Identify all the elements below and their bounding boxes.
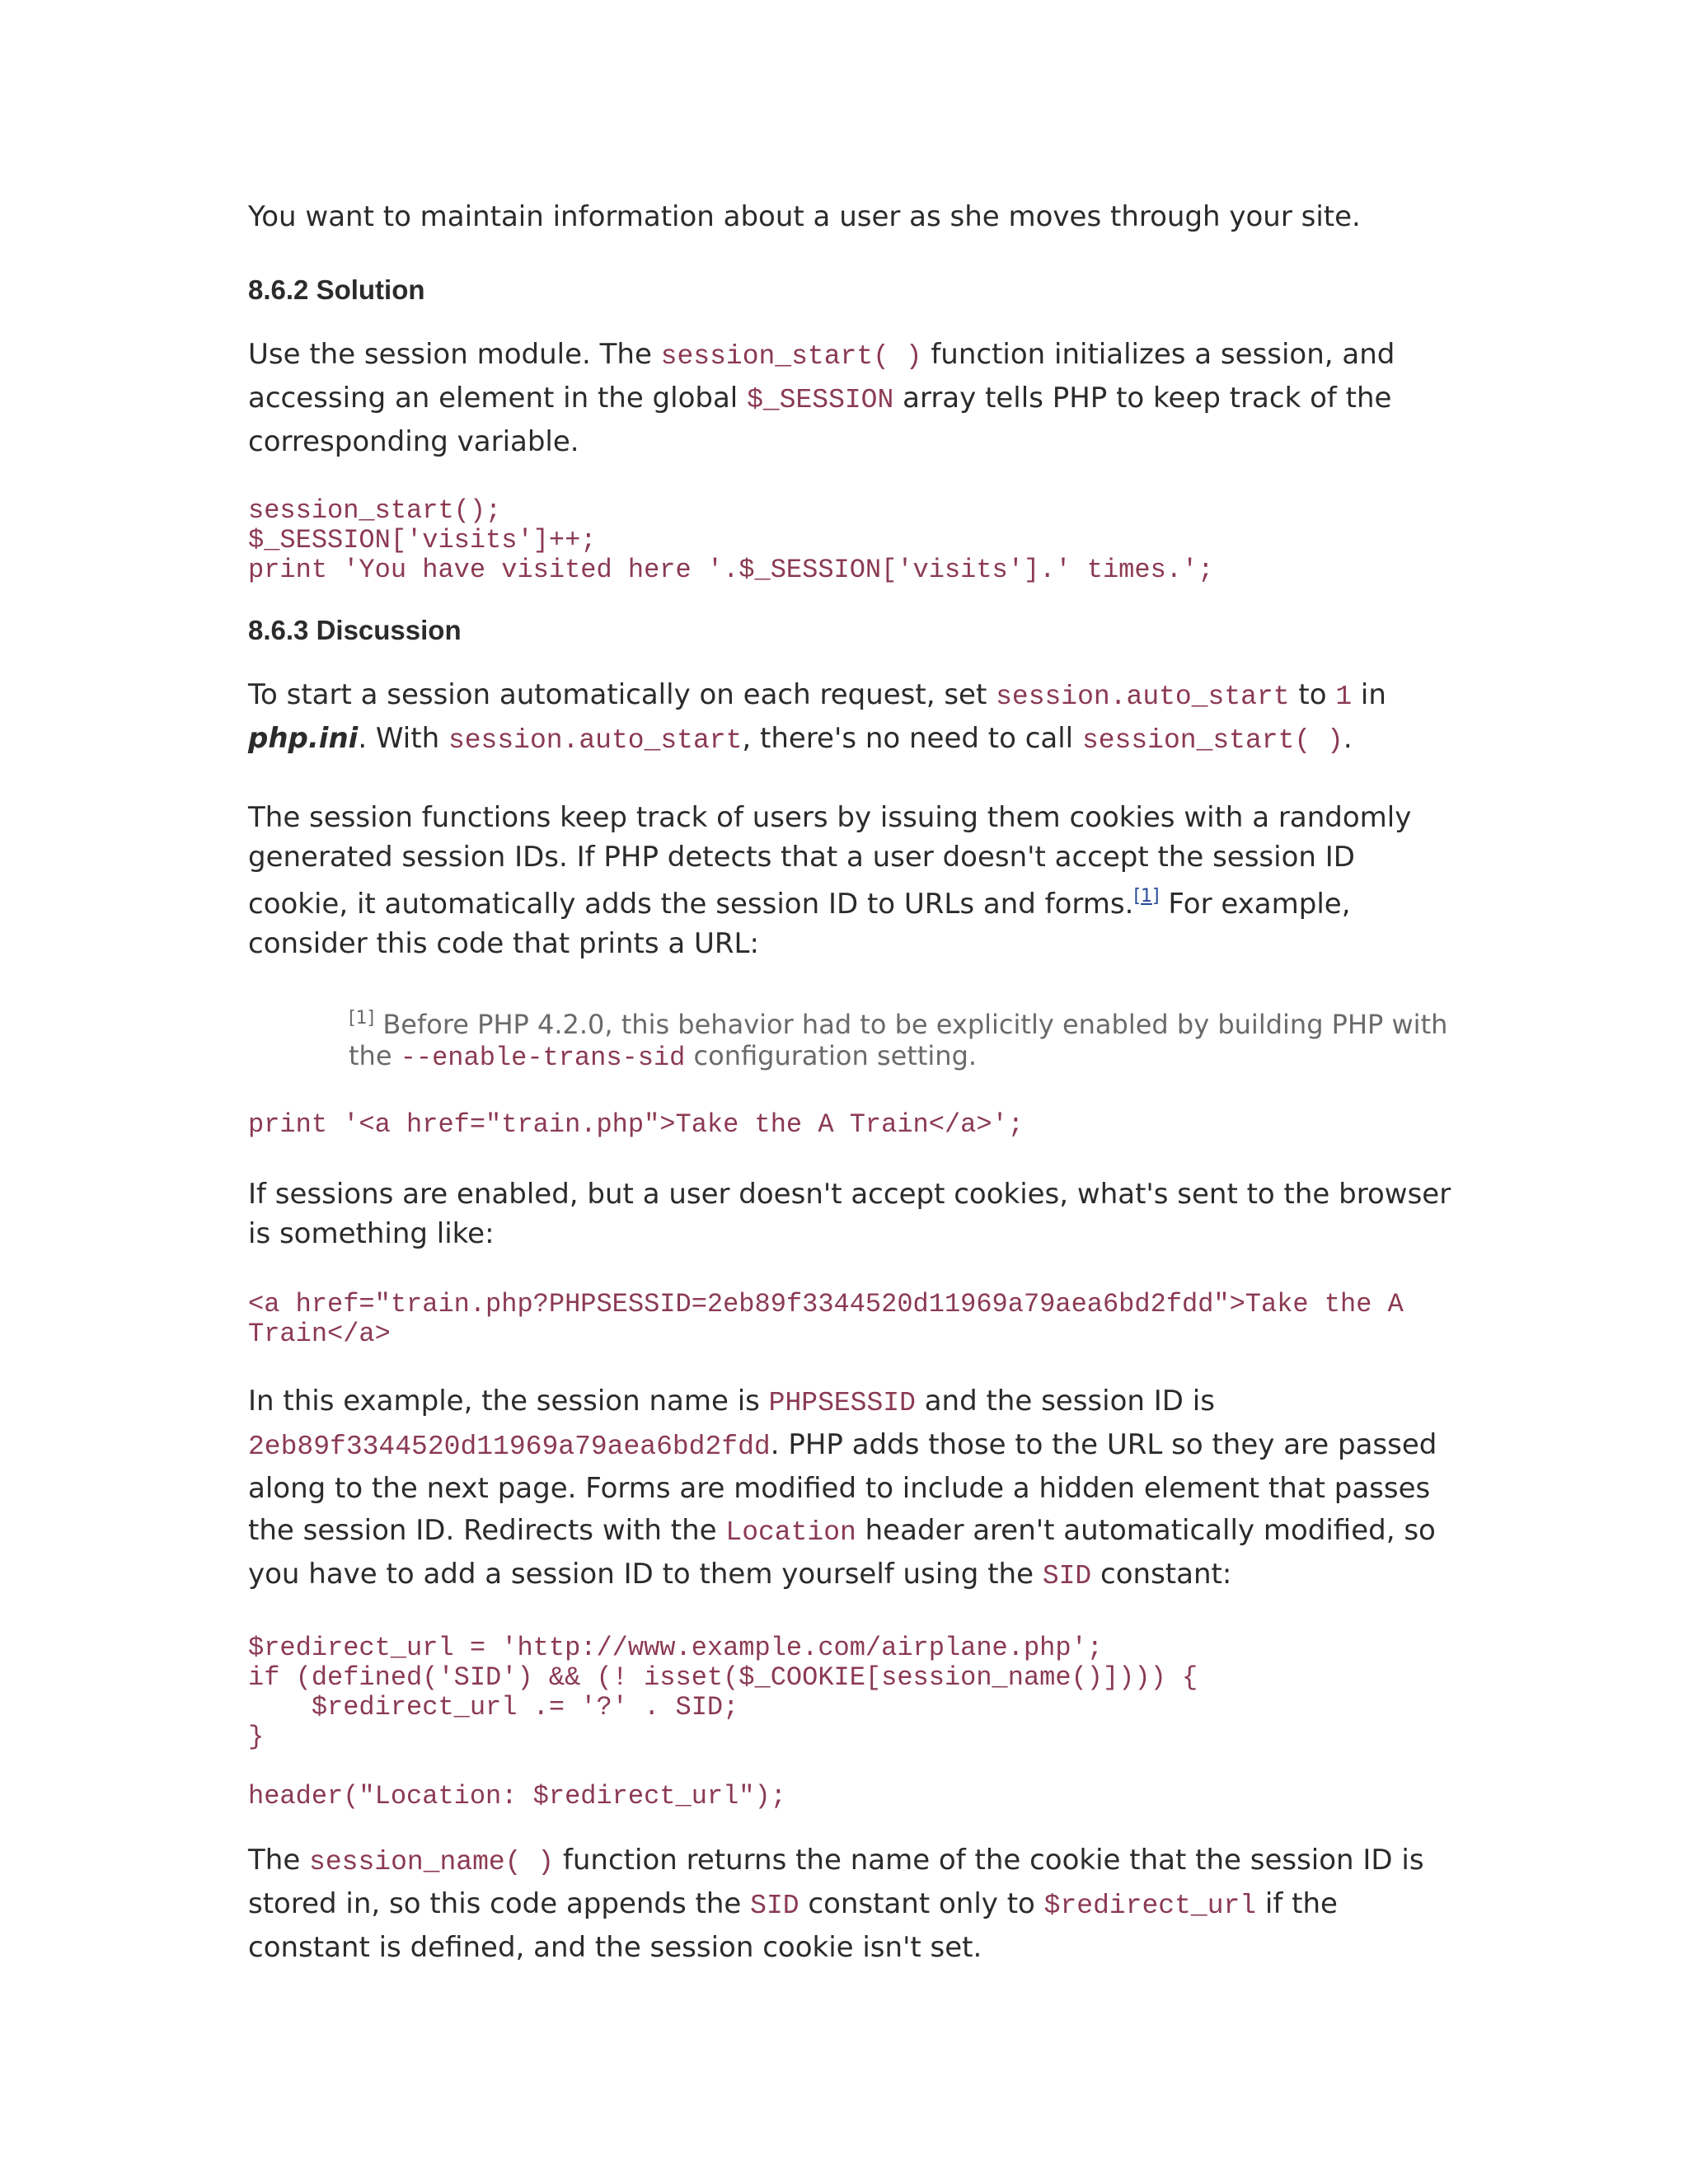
code-block-redirect: $redirect_url = 'http://www.example.com/airplane.php'; if (defined('SID') && (! isset($_COOKIE[session_name()]))) { $redirect_url .= '?' . SID; }	[248, 1633, 1198, 1752]
discussion-paragraph-5: The session_name( ) function returns the name of the cookie that the session ID is stored in, so this code appends the SID constant only to $redirect_url if the constant is defined, and the session cookie isn't set.	[248, 1844, 1424, 1964]
footnote-link[interactable]: [1]	[1133, 886, 1160, 907]
inline-code: session.auto_start	[996, 682, 1290, 712]
inline-code: SID	[1042, 1561, 1092, 1591]
inline-code: $_SESSION	[747, 385, 894, 415]
inline-code: Location	[725, 1517, 856, 1548]
inline-code: 2eb89f3344520d11969a79aea6bd2fdd	[248, 1432, 771, 1462]
code-block-session-start: session_start(); $_SESSION['visits']++; print 'You have visited here '.$_SESSION['visits'].' times.';	[248, 495, 1214, 585]
filename: php.ini	[248, 722, 359, 755]
inline-code: session.auto_start	[448, 725, 743, 756]
discussion-paragraph-2: The session functions keep track of users by issuing them cookies with a randomly generated session IDs. If PHP detects that a user doesn't accept the session ID cookie, it automatically adds the session ID to URLs and forms.[1] For example, consider this code that prints a URL:	[248, 801, 1412, 960]
inline-code: SID	[750, 1891, 799, 1921]
inline-code: PHPSESSID	[768, 1388, 916, 1418]
discussion-paragraph-1: To start a session automatically on each request, set session.auto_start to 1 in php.ini. With session.auto_start, there's no need to call session_start( ).	[248, 678, 1386, 756]
code-block-print-link: print '<a href="train.php">Take the A Train</a>';	[248, 1109, 1024, 1140]
inline-code: $redirect_url	[1043, 1891, 1257, 1921]
solution-heading: 8.6.2 Solution	[248, 274, 425, 305]
code-block-header: header("Location: $redirect_url");	[248, 1781, 786, 1811]
problem-paragraph: You want to maintain information about a user as she moves through your site.	[248, 200, 1361, 233]
inline-code: session_start( )	[1081, 725, 1343, 756]
solution-paragraph: Use the session module. The session_start( ) function initializes a session, and accessing an element in the global $_SESSION array tells PHP to keep track of the corresponding variable.	[248, 338, 1395, 458]
footnote-marker: [1]	[349, 1008, 375, 1029]
inline-code: 1	[1335, 682, 1353, 712]
discussion-paragraph-4: In this example, the session name is PHPSESSID and the session ID is 2eb89f3344520d11969a79aea6bd2fdd. PHP adds those to the URL so they are passed along to the next page. Forms are modified to include a hidden element that passes the session ID. Redirects with the Location header aren't automatically modified, so you have to add a session ID to them yourself using the SID constant:	[248, 1385, 1437, 1591]
code-block-sent-html: <a href="train.php?PHPSESSID=2eb89f3344520d11969a79aea6bd2fdd">Take the A Train</a>	[248, 1289, 1404, 1349]
discussion-paragraph-3: If sessions are enabled, but a user doesn't accept cookies, what's sent to the browser is something like:	[248, 1178, 1451, 1250]
inline-code: session_name( )	[309, 1847, 555, 1877]
document-page	[248, 196, 1451, 1969]
inline-code: --enable-trans-sid	[400, 1043, 686, 1073]
inline-code: session_start( )	[660, 341, 922, 372]
footnote: [1] Before PHP 4.2.0, this behavior had to be explicitly enabled by building PHP with the --enable-trans-sid configuration setting.	[349, 1008, 1448, 1073]
discussion-heading: 8.6.3 Discussion	[248, 615, 462, 645]
